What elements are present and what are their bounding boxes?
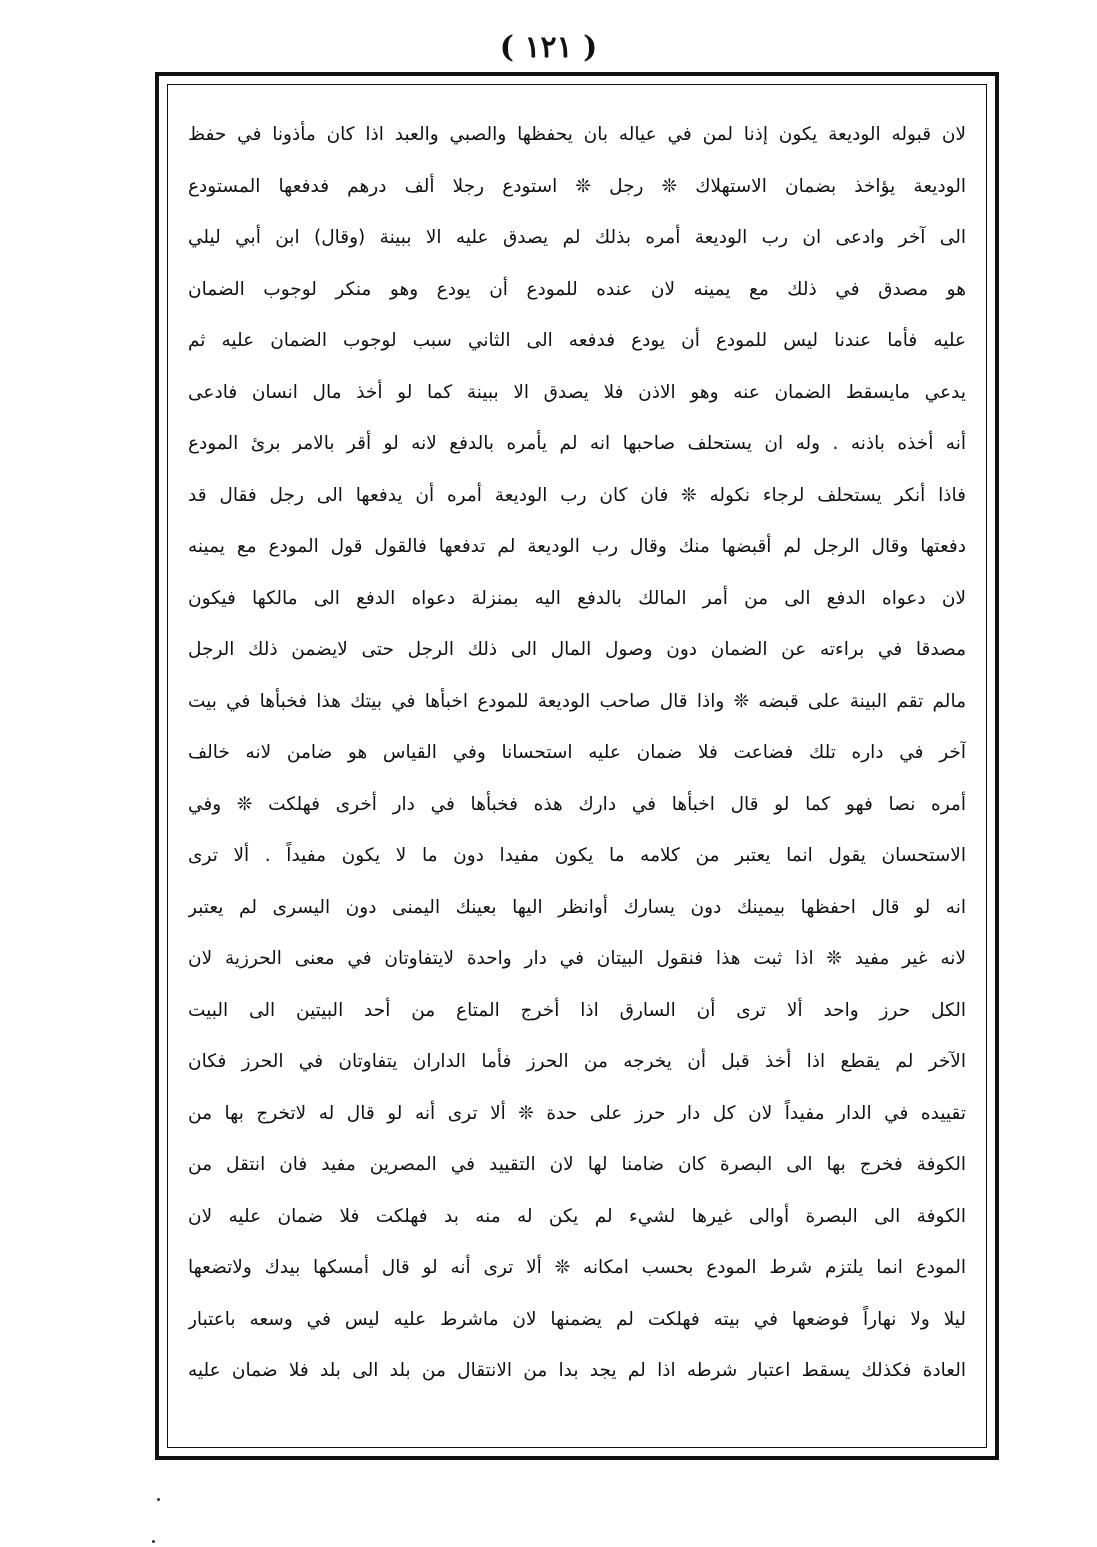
text-line: الاستحسان يقول انما يعتبر من كلامه ما يكون مفيدا دون ما لا يكون مفيداً . ألا ترى [188,845,966,866]
text-line: تقييده في الدار مفيداً لان كل دار حرز على حدة ❊ ألا ترى أنه لو قال له لاتخرج بها من [188,1102,966,1124]
text-line: الكوفة فخرج بها الى البصرة كان ضامنا لها لان التقييد في المصرين مفيد فان انتقل من [188,1154,966,1175]
text-line: الوديعة يؤاخذ بضمان الاستهلاك ❊ رجل ❊ استودع رجلا ألف درهم فدفعها المستودع [188,175,966,197]
text-line: فاذا أنكر يستحلف لرجاء نكوله ❊ فان كان رب الوديعة أمره أن يدفعها الى رجل فقال قد [188,484,966,506]
text-line: المودع انما يلتزم شرط المودع بحسب امكانه ❊ ألا ترى أنه لو قال أمسكها بيدك ولاتضعها [188,1257,966,1278]
text-line: ليلا ولا نهاراً فوضعها في بيته فهلكت لم يضمنها لان ماشرط عليه ليس في وسعه باعتبار [188,1308,966,1330]
scan-speck [157,1498,160,1501]
scan-speck [152,1540,155,1543]
text-line: دفعتها وقال الرجل لم أقبضها منك وقال رب الوديعة لم تدفعها فالقول قول المودع مع يمينه [188,536,966,557]
text-line: انه لو قال احفظها بيمينك دون يسارك أوانظر اليها بعينك اليمنى دون اليسرى لم يعتبر [188,896,966,918]
page-number: ( ١٢١ ) [499,30,598,65]
text-line: الآخر لم يقطع اذا أخذ قبل أن يخرجه من الحرز فأما الداران يتفاوتان في الحرز فكان [188,1051,966,1072]
page-border [155,72,999,1460]
text-line: آخر في داره تلك فضاعت فلا ضمان عليه استحسانا وفي القياس هو ضامن لانه خالف [188,742,966,763]
text-block [188,109,966,1397]
page-inner-border [167,84,987,1448]
text-line: الى آخر وادعى ان رب الوديعة أمره بذلك لم يصدق عليه الا ببينة (وقال) ابن أبي ليلي [188,227,966,248]
text-line: العادة فكذلك يسقط اعتبار شرطه اذا لم يجد بدا من الانتقال من بلد الى بلد فلا ضمان عليه [188,1360,966,1381]
text-line: لان قبوله الوديعة يكون إذنا لمن في عياله بان يحفظها والصبي والعبد اذا كان مأذونا في حفظ [188,124,966,145]
text-line: مصدقا في براءته عن الضمان دون وصول المال الى ذلك الرجل حتى لايضمن ذلك الرجل [188,639,966,660]
text-line: أنه أخذه باذنه . وله ان يستحلف صاحبها انه لم يأمره بالدفع لانه لو أقر بالامر برئ المودع [188,433,966,454]
text-line: لان دعواه الدفع الى من أمر المالك بالدفع اليه بمنزلة دعواه الدفع الى مالكها فيكون [188,587,966,609]
text-line: أمره نصا فهو كما لو قال اخبأها في دارك هذه فخبأها في دار أخرى فهلكت ❊ وفي [188,793,966,815]
text-line: الكل حرز واحد ألا ترى أن السارق اذا أخرج المتاع من أحد البيتين الى البيت [188,999,966,1021]
text-line: الكوفة الى البصرة أوالى غيرها لشيء لم يكن له منه بد فهلكت فلا ضمان عليه لان [188,1205,966,1227]
text-line: لانه غير مفيد ❊ اذا ثبت هذا فنقول البيتان في دار واحدة لايتفاوتان في معنى الحرزية لان [188,948,966,969]
text-line: يدعي مايسقط الضمان عنه وهو الاذن فلا يصدق الا ببينة كما لو أخذ مال انسان فادعى [188,381,966,403]
text-line: هو مصدق في ذلك مع يمينه لان عنده للمودع أن يودع وهو منكر لوجوب الضمان [188,278,966,300]
text-line: عليه فأما عندنا ليس للمودع أن يودع فدفعه الى الثاني سبب لوجوب الضمان عليه ثم [188,330,966,351]
text-line: مالم تقم البينة على قبضه ❊ واذا قال صاحب الوديعة للمودع اخبأها في بيتك هذا فخبأها في بيت [188,690,966,712]
